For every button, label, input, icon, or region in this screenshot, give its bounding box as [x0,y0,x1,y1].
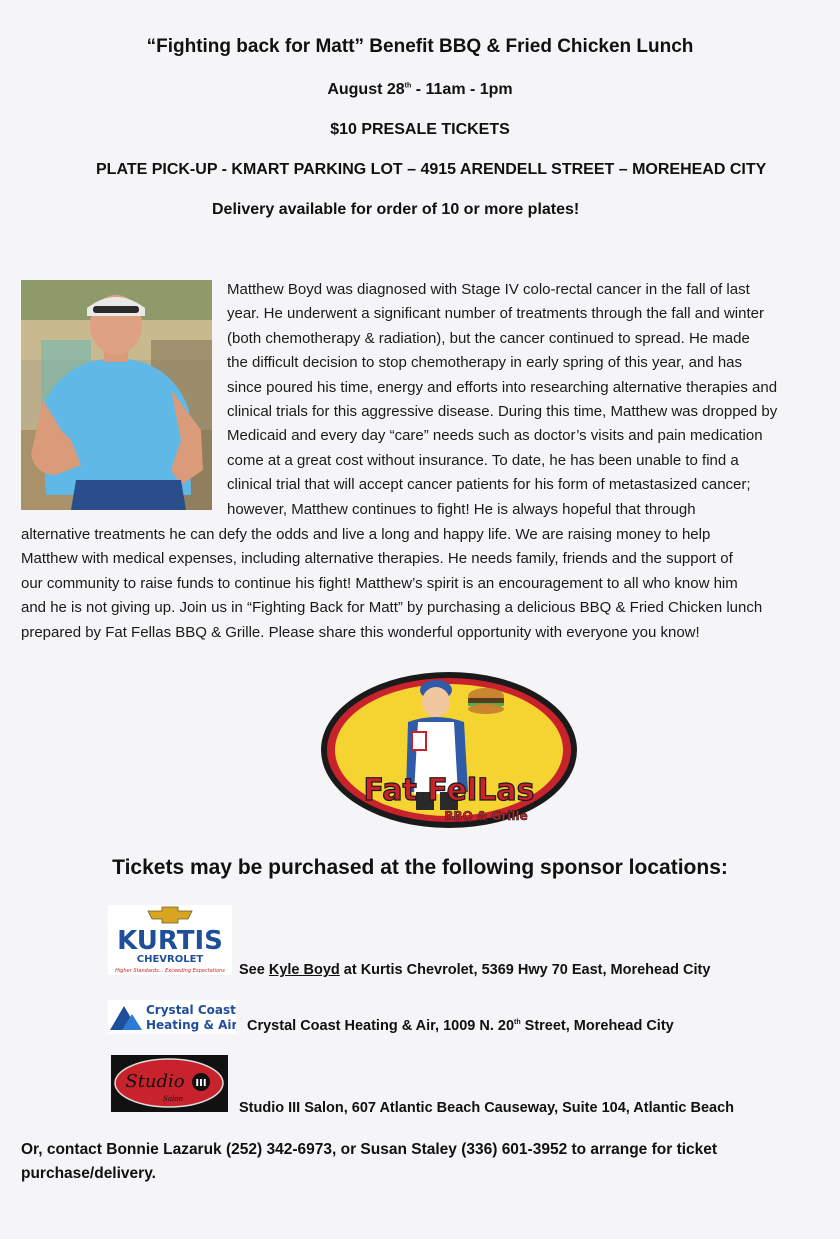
studio-number: III [195,1078,207,1089]
studio-wordmark: Studio [125,1071,185,1092]
kurtis-tagline: Higher Standards... Exceeding Expectations [115,968,225,974]
matthew-photo [21,280,212,510]
story-paragraph-bottom [21,523,827,645]
story-line: however, Matthew continues to fight! He is always hopeful that through [227,500,696,518]
story-line: since poured his time, energy and efforts into researching alternative therapies and [227,378,778,396]
sponsor-crystal-coast: Crystal Coast Heating & Air, 1009 N. 20th Street, Morehead City [247,1018,674,1034]
story-line: prepared by Fat Fellas BBQ & Grille. Please share this wonderful opportunity with everyone you know! [21,623,700,641]
crystal-line1: Crystal Coast [146,1003,236,1017]
contact-info: Or, contact Bonnie Lazaruk (252) 342-6973, or Susan Staley (336) 601-3952 to arrange for ticket purchase/delivery. [21,1141,718,1182]
presale-price: $10 PRESALE TICKETS [330,121,510,138]
kurtis-chevrolet-logo [108,905,232,975]
story-line: and he is not giving up. Join us in “Fighting Back for Matt” by purchasing a delicious BBQ & Fried Chicken lunch [21,599,763,617]
story-line: the difficult decision to stop chemotherapy in early spring of this year, and has [227,354,743,372]
story-line: Matthew Boyd was diagnosed with Stage IV colo-rectal cancer in the fall of last [227,281,750,298]
pickup-location: PLATE PICK-UP - KMART PARKING LOT – 4915 ARENDELL STREET – MOREHEAD CITY [96,161,767,178]
story-line: clinical trial that will accept cancer patients for his form of metastasized cancer; [227,476,751,494]
fat-fellas-logo [318,662,580,838]
story-line: come at a great cost without insurance. To date, he has been unable to find a [227,451,739,469]
story-line: (both chemotherapy & radiation), but the cancer continued to spread. He made [227,329,750,347]
event-date: August 28th - 11am - 1pm [327,81,513,98]
story-line: clinical trials for this aggressive disease. During this time, Matthew was dropped by [227,403,778,421]
kyle-boyd-contact: Kyle Boyd [268,962,340,978]
crystal-coast-logo [108,1000,236,1034]
story-line: year. He underwent a significant number of treatments through the fall and winter [227,305,764,323]
sponsor-kurtis: See Kyle Boyd at Kurtis Chevrolet, 5369 Hwy 70 East, Morehead City [239,962,711,978]
delivery-note: Delivery available for order of 10 or more plates! [212,201,580,218]
story-paragraph-top [227,278,827,522]
story-line: Medicaid and every day “care” needs such as doctor’s visits and pain medication [227,427,763,445]
kurtis-wordmark: KURTIS [117,926,223,956]
story-line: Matthew with medical expenses, including alternative therapies. He needs family, friends and the support of [21,550,733,568]
flyer-title: “Fighting back for Matt” Benefit BBQ & Fried Chicken Lunch [146,36,694,57]
tickets-heading: Tickets may be purchased at the following sponsor locations: [112,856,728,879]
crystal-line2: Heating & Air [146,1018,236,1032]
chevrolet-wordmark: CHEVROLET [136,954,204,965]
story-line: our community to raise funds to continue his fight! Matthew’s spirit is an encouragement to all who know him [21,574,738,592]
story-line: alternative treatments he can defy the odds and live a long and happy life. We are raising money to help [21,526,711,543]
studio-iii-logo [111,1055,228,1112]
fat-fellas-subtitle: BBQ & Grille [444,809,528,823]
sponsor-studio-iii: Studio III Salon, 607 Atlantic Beach Causeway, Suite 104, Atlantic Beach [239,1100,735,1116]
studio-salon-word: Salon [163,1095,183,1103]
fat-fellas-wordmark: Fat FelLas [363,773,535,808]
